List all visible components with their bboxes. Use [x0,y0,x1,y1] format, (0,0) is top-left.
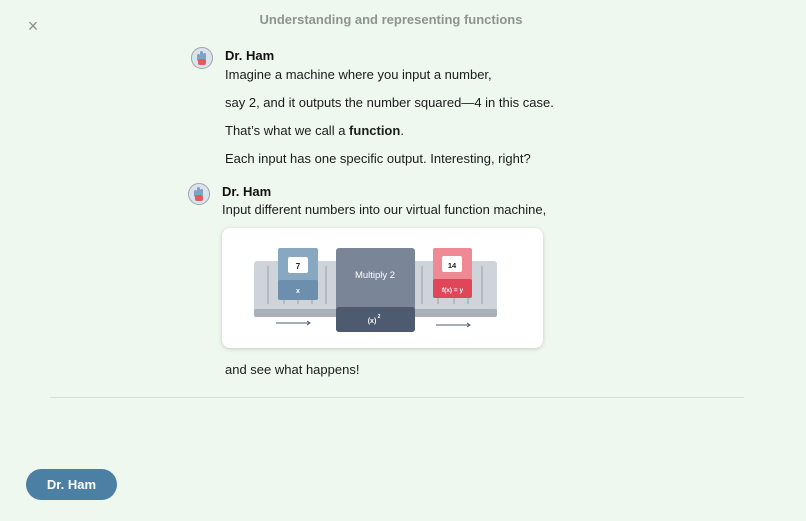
hand-icon [192,48,212,68]
input-value: 7 [295,262,301,271]
message-line: Each input has one specific output. Interesting, right? [225,151,531,166]
machine-formula: (x) [367,318,377,325]
input-label: x [296,288,300,295]
avatar [191,47,213,69]
message-line: Imagine a machine where you input a number, [225,67,492,82]
arrow-right-icon [276,321,310,325]
message-sender: Dr. Ham [222,184,272,199]
message-line: Input different numbers into our virtual function machine, [222,202,547,217]
page-title: Understanding and representing functions [259,12,523,27]
message-text: That’s what we call a [225,123,350,138]
message-line: and see what happens! [225,362,360,377]
function-machine-card[interactable] [222,228,543,348]
divider [50,397,744,398]
hand-icon [189,184,209,204]
message-line [225,123,404,138]
arrow-right-icon [436,323,470,327]
output-value: 14 [447,261,457,270]
message-text: . [400,123,404,138]
message-sender: Dr. Ham [225,48,275,63]
avatar [188,183,210,205]
message-line: say 2, and it outputs the number squared—4 in this case. [225,95,554,110]
close-icon: × [27,16,39,36]
function-machine-illustration [222,228,543,348]
dr-ham-button[interactable]: Dr. Ham [26,469,117,500]
machine-formula-exponent: 2 [377,314,381,320]
machine-label: Multiply 2 [354,270,396,281]
output-label: f(x) = y [441,287,464,294]
highlight-word: function [349,123,401,138]
